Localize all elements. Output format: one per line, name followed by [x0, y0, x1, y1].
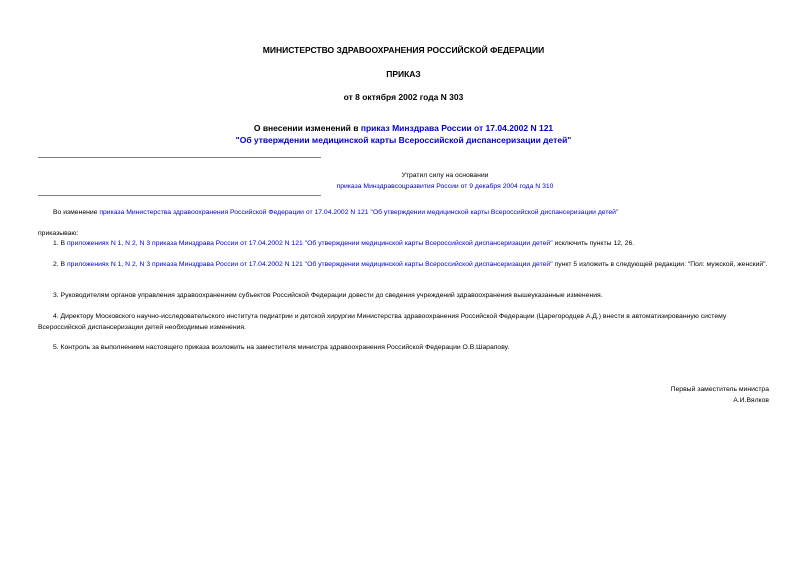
divider-bottom [38, 195, 321, 196]
repeal-order-link[interactable]: приказа Минздравсоцразвития России от 9 декабря 2004 года N 310 [336, 183, 554, 190]
intro-prefix: Во изменение [53, 209, 100, 216]
item-1 [38, 239, 771, 250]
divider-top [38, 157, 321, 158]
document-title [0, 122, 807, 146]
signature-block [671, 384, 769, 406]
item-1-prefix: 1. В [53, 240, 67, 247]
repeal-status-text: Утратил силу на основании [401, 172, 489, 179]
item-3: 3. Руководителям органов управления здравоохранением субъектов Российской Федерации довести до сведения учреждений здравоохранения вышеуказанные изменения. [53, 292, 603, 299]
title-link-order-121-name[interactable]: "Об утверждении медицинской карты Всероссийской диспансеризации детей" [235, 135, 572, 145]
intro-paragraph [38, 208, 771, 219]
item-2-appendix-link[interactable]: приложениях N 1, N 2, N 3 [66, 261, 151, 268]
intro-order-link[interactable]: приказа Министерства здравоохранения Российской Федерации от 17.04.2002 N 121 "Об утверждении медицинской карты Всероссийской диспансеризации детей" [99, 209, 619, 216]
item-4: 4. Директору Московского научно-исследовательского института педиатрии и детской хирургии Министерства здравоохранения Российской Федерации (Царегородцев А.Д.) внести в автоматизированную систему Всероссийской диспансеризации детей необходимые изменения. [38, 313, 727, 331]
item-1-suffix: исключить пункты 12, 26. [552, 240, 635, 247]
date-number-heading: от 8 октября 2002 года N 303 [343, 92, 464, 102]
item-1-order-link[interactable]: приказа Минздрава России от 17.04.2002 N 121 "Об утверждении медицинской карты Всероссийской диспансеризации детей" [152, 240, 553, 247]
title-link-order-121[interactable]: приказ Минздрава России от 17.04.2002 N 121 [360, 123, 554, 133]
ministry-heading: МИНИСТЕРСТВО ЗДРАВООХРАНЕНИЯ РОССИЙСКОЙ ФЕДЕРАЦИИ [262, 45, 545, 55]
order-word: приказываю: [38, 230, 79, 237]
title-prefix: О внесении изменений в [253, 123, 361, 133]
item-2-suffix: пункт 5 изложить в следующей редакции: "Пол: мужской, женский". [552, 261, 768, 268]
repeal-status [250, 170, 640, 192]
doc-type-heading: ПРИКАЗ [386, 69, 421, 79]
signature-position: Первый заместитель министра [670, 386, 769, 393]
item-2 [38, 260, 771, 271]
item-5: 5. Контроль за выполнением настоящего приказа возложить на заместителя министра здравоохранения Российской Федерации О.В.Шарапову. [53, 344, 510, 351]
item-2-prefix: 2. В [53, 261, 67, 268]
item-2-order-link[interactable]: приказа Минздрава России от 17.04.2002 N 121 "Об утверждении медицинской карты Всероссийской диспансеризации детей" [152, 261, 553, 268]
signature-name: А.И.Вялков [733, 397, 769, 404]
item-1-appendix-link[interactable]: приложениях N 1, N 2, N 3 [66, 240, 151, 247]
